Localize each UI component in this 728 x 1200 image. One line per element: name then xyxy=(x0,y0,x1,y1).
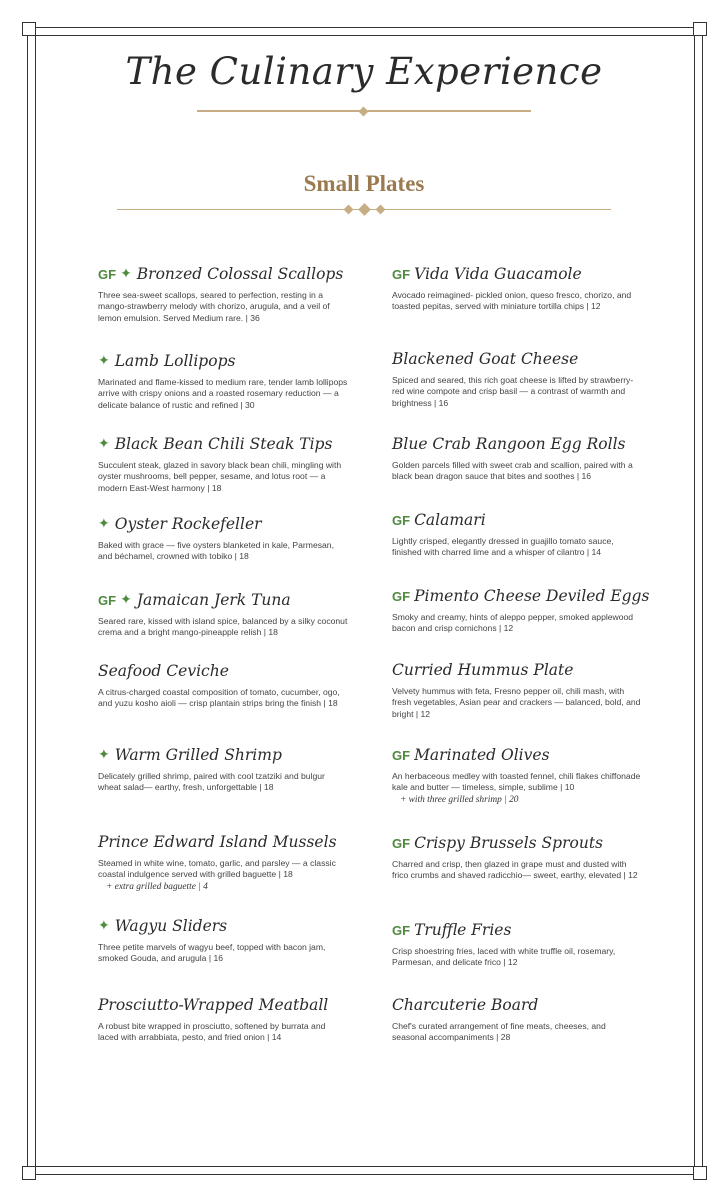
menu-item-heading xyxy=(98,435,348,453)
menu-title: The Culinary Experience xyxy=(125,50,603,93)
menu-item xyxy=(98,591,348,639)
gluten-free-badge: GF xyxy=(98,266,117,282)
gluten-free-badge: GF xyxy=(392,922,411,938)
menu-item-description: Crisp shoestring fries, laced with white truffle oil, rosemary, Parmesan, and delicate frico | 12 xyxy=(392,946,616,968)
corner-ornament xyxy=(22,22,36,36)
menu-item xyxy=(98,515,348,563)
menu-item-name: Warm Grilled Shrimp xyxy=(114,746,282,764)
menu-item-name: Black Bean Chili Steak Tips xyxy=(114,435,333,453)
menu-item-description: Velvety hummus with feta, Fresno pepper oil, chili mash, with fresh vegetables, Asian pear and crackers — balanced, bold, and bright | 12 xyxy=(392,686,641,719)
menu-item-name: Bronzed Colossal Scallops xyxy=(136,265,344,283)
menu-item-name: Lamb Lollipops xyxy=(114,352,236,370)
menu-item xyxy=(98,996,348,1044)
menu-item-heading xyxy=(392,435,642,453)
menu-item xyxy=(98,662,348,710)
gluten-free-badge: GF xyxy=(392,588,411,604)
sparkle-icon: ✦ xyxy=(120,592,132,608)
menu-item-heading xyxy=(392,746,642,764)
menu-item-heading xyxy=(392,587,650,605)
menu-item-description: An herbaceous medley with toasted fennel, chili flakes chiffonade kale and butter — timeless, simple, sublime | 10 xyxy=(392,771,641,793)
menu-item-heading xyxy=(98,352,348,370)
menu-item-addon: + extra grilled baguette | 4 xyxy=(106,881,208,892)
sparkle-icon: ✦ xyxy=(120,266,132,282)
corner-ornament xyxy=(22,1166,36,1180)
menu-item xyxy=(392,834,642,882)
menu-item-name: Blackened Goat Cheese xyxy=(392,350,579,368)
menu-item-description: Baked with grace — five oysters blanketed in kale, Parmesan, and béchamel, crowned with tobiko | 18 xyxy=(98,540,334,562)
menu-item-heading xyxy=(392,661,642,679)
menu-item xyxy=(98,435,348,494)
menu-item-description: Lightly crisped, elegantly dressed in guajillo tomato sauce, finished with charred lime and a whisper of cilantro | 14 xyxy=(392,536,614,558)
menu-item-heading xyxy=(392,350,642,368)
menu-item-description: Smoky and creamy, hints of aleppo pepper, smoked applewood bacon and crisp cornichons | 12 xyxy=(392,612,634,634)
menu-item-heading xyxy=(98,662,348,680)
menu-item-description: Charred and crisp, then glazed in grape must and dusted with frico crumbs and shaved radicchio— sweet, earthy, elevated | 12 xyxy=(392,859,638,881)
menu-item-description: Golden parcels filled with sweet crab and scallion, paired with a black bean dragon sauce that bites and soothes | 16 xyxy=(392,460,633,482)
menu-item-name: Marinated Olives xyxy=(414,746,550,764)
menu-item-description: Three sea-sweet scallops, seared to perfection, resting in a mango-strawberry melody with chorizo, arugula, and a veil of lemon emulsion. Served Medium rare. | 36 xyxy=(98,290,330,323)
sparkle-icon: ✦ xyxy=(98,918,110,934)
menu-item xyxy=(98,265,348,324)
menu-item-name: Seafood Ceviche xyxy=(98,662,229,680)
menu-item-heading xyxy=(98,917,348,935)
menu-item-name: Curried Hummus Plate xyxy=(392,661,574,679)
menu-item-description: Spiced and seared, this rich goat cheese is lifted by strawberry-red wine compote and crisp basil — a contrast of warmth and brightness | 16 xyxy=(392,375,634,408)
menu-item-description: Chef's curated arrangement of fine meats, cheeses, and seasonal accompaniments | 28 xyxy=(392,1021,606,1043)
menu-item-name: Oyster Rockefeller xyxy=(114,515,262,533)
menu-item-description: Delicately grilled shrimp, paired with cool tzatziki and bulgur wheat salad— earthy, fresh, unforgettable | 18 xyxy=(98,771,325,793)
menu-item-heading xyxy=(98,746,348,764)
menu-item xyxy=(392,350,642,409)
menu-item-description: A citrus-charged coastal composition of tomato, cucumber, ogo, and yuzu kosho aioli — crisp plantain strips bring the finish | 18 xyxy=(98,687,340,709)
menu-item-description: Steamed in white wine, tomato, garlic, and parsley — a classic coastal indulgence served with grilled baguette | 18 xyxy=(98,858,336,880)
menu-item xyxy=(392,511,642,559)
menu-item xyxy=(392,661,642,720)
menu-item-name: Calamari xyxy=(414,511,486,529)
gluten-free-badge: GF xyxy=(98,592,117,608)
sparkle-icon: ✦ xyxy=(98,353,110,369)
menu-item-addon: + with three grilled shrimp | 20 xyxy=(400,794,519,805)
menu-item-name: Blue Crab Rangoon Egg Rolls xyxy=(392,435,626,453)
section-title: Small Plates xyxy=(303,171,425,196)
menu-item-description: Seared rare, kissed with island spice, balanced by a silky coconut crema and a bright mango-pineapple relish | 18 xyxy=(98,616,348,638)
menu-item-description: Avocado reimagined- pickled onion, queso fresco, chorizo, and toasted pepitas, served with miniature tortilla chips | 12 xyxy=(392,290,632,312)
sparkle-icon: ✦ xyxy=(98,436,110,452)
menu-item-name: Charcuterie Board xyxy=(392,996,539,1014)
menu-item-description: Three petite marvels of wagyu beef, topped with bacon jam, smoked Gouda, and arugula | 16 xyxy=(98,942,326,964)
sparkle-icon: ✦ xyxy=(98,747,110,763)
menu-item-description: A robust bite wrapped in prosciutto, softened by burrata and laced with arrabbiata, pesto, and fried onion | 14 xyxy=(98,1021,326,1043)
sparkle-icon: ✦ xyxy=(98,516,110,532)
menu-item-heading xyxy=(98,591,348,609)
gluten-free-badge: GF xyxy=(392,835,411,851)
corner-ornament xyxy=(693,1166,707,1180)
menu-item xyxy=(392,587,650,635)
menu-item-name: Wagyu Sliders xyxy=(114,917,228,935)
menu-item-name: Jamaican Jerk Tuna xyxy=(136,591,291,609)
menu-item-heading xyxy=(392,921,642,939)
menu-item-heading xyxy=(392,265,642,283)
menu-item xyxy=(98,352,348,411)
menu-item-name: Prosciutto-Wrapped Meatball xyxy=(98,996,329,1014)
menu-item-name: Prince Edward Island Mussels xyxy=(98,833,337,851)
menu-item-description: Marinated and flame-kissed to medium rare, tender lamb lollipops arrive with crispy onions and a roasted rosemary reduction — a delicate balance of rustic and refined | 30 xyxy=(98,377,348,410)
menu-item-heading xyxy=(98,833,348,851)
gluten-free-badge: GF xyxy=(392,512,411,528)
menu-item xyxy=(98,917,348,965)
menu-item-description: Succulent steak, glazed in savory black bean chili, mingling with oyster mushrooms, bell pepper, sesame, and lotus root — a modern East-West harmony | 18 xyxy=(98,460,342,493)
menu-item xyxy=(98,746,348,794)
menu-item-heading xyxy=(98,265,348,283)
menu-item xyxy=(392,921,642,969)
menu-item xyxy=(392,265,642,313)
gluten-free-badge: GF xyxy=(392,747,411,763)
menu-item-heading xyxy=(392,996,642,1014)
menu-item-heading xyxy=(98,515,348,533)
menu-item-heading xyxy=(392,511,642,529)
menu-item-heading xyxy=(98,996,348,1014)
menu-item-heading xyxy=(392,834,642,852)
menu-item xyxy=(392,996,642,1044)
menu-item-name: Vida Vida Guacamole xyxy=(414,265,582,283)
gluten-free-badge: GF xyxy=(392,266,411,282)
corner-ornament xyxy=(693,22,707,36)
menu-item xyxy=(98,833,348,893)
menu-item xyxy=(392,746,642,806)
menu-item-name: Crispy Brussels Sprouts xyxy=(414,834,603,852)
menu-item-name: Pimento Cheese Deviled Eggs xyxy=(414,587,650,605)
menu-item-name: Truffle Fries xyxy=(414,921,512,939)
menu-item xyxy=(392,435,642,483)
